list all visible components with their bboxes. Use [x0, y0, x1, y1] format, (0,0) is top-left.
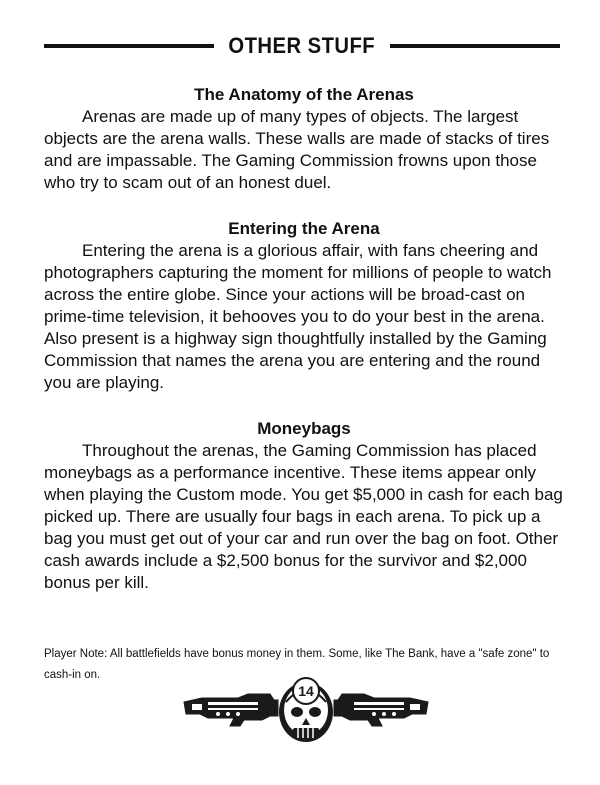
player-note: Player Note: All battlefields have bonus money in them. Some, like The Bank, have a "safe zone" to cash-in on. [44, 648, 550, 681]
page-title: OTHER STUFF [228, 33, 376, 58]
header-rule-left [44, 44, 214, 48]
page-number: 14 [298, 683, 314, 699]
section-anatomy [44, 84, 564, 194]
page-header [44, 32, 560, 60]
skull-guns-emblem-icon [178, 672, 434, 748]
section-title: The Anatomy of the Arenas [194, 85, 414, 104]
section-title: Entering the Arena [228, 219, 380, 238]
section-body: Arenas are made up of many types of objects. The largest objects are the arena walls. These walls are made of stacks of tires and are impassable. The Gaming Commission frowns upon those who try to scam out of an honest duel. [44, 107, 550, 192]
section-body: Entering the arena is a glorious affair, with fans cheering and photographers capturing the moment for millions of people to watch across the entire globe. Since your actions will be broad-cast on prime-time television, it behooves you to do your best in the arena. Also present is a highway sign thoughtfully installed by the Gaming Commission that names the arena you are entering and the round you are playing. [44, 241, 552, 392]
left-gun-icon [184, 694, 278, 726]
header-rule-right [390, 44, 560, 48]
section-entering [44, 218, 564, 394]
right-gun-icon [334, 694, 428, 726]
section-moneybags [44, 418, 564, 594]
section-title: Moneybags [257, 419, 351, 438]
section-body: Throughout the arenas, the Gaming Commission has placed moneybags as a performance incentive. These items appear only when playing the Custom mode. You get $5,000 in cash for each bag picked up. There are usually four bags in each arena. To pick up a bag you must get out of your car and run over the bag on foot. Other cash awards include a $2,500 bonus for the survivor and $2,000 bonus per kill. [44, 441, 563, 592]
page-content [44, 84, 564, 618]
